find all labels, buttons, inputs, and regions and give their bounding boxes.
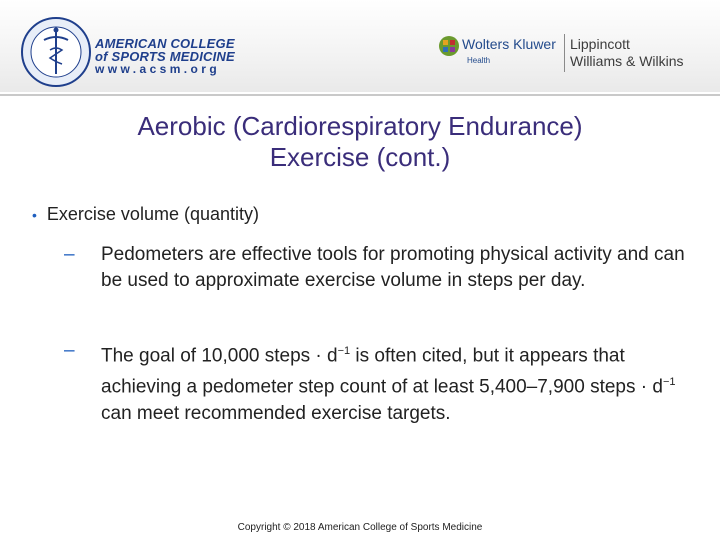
slide-title [40, 111, 680, 173]
acsm-seal-icon [20, 16, 92, 88]
acsm-line1: AMERICAN COLLEGE [95, 36, 235, 51]
bullet-text: Exercise volume (quantity) [46, 204, 259, 224]
sub-bullet-dash: – [64, 340, 75, 361]
sub-bullet-text [101, 338, 704, 427]
imprint-line1: Lippincott [570, 36, 630, 52]
sub-text-sup-a: −1 [337, 345, 351, 357]
acsm-line2: of SPORTS MEDICINE [95, 49, 235, 64]
sub-bullet-item [64, 242, 704, 294]
sub-bullet-item [64, 338, 704, 427]
imprint-line2: Williams & Wilkins [570, 53, 684, 69]
copyright-notice: Copyright © 2018 American College of Sports Medicine [237, 522, 483, 533]
sub-bullet-text: Pedometers are effective tools for promoting physical activity and can be used to approximate exercise volume in steps per day. [101, 244, 685, 291]
publisher-divider [564, 34, 565, 72]
sub-text-part-c: can meet recommended exercise targets. [101, 402, 451, 424]
acsm-url: www.acsm.org [95, 62, 221, 76]
sub-text-part-b: is often cited, but it appears that achieving a pedometer step count of at least 5,400–7,900 steps · d [101, 345, 663, 398]
bullet-dot-icon: • [32, 207, 37, 223]
header-divider [0, 94, 720, 96]
acsm-wordmark [95, 37, 235, 76]
bullet-item [32, 204, 259, 225]
sub-text-part-a: The goal of 10,000 steps · d [101, 345, 338, 367]
slide-header [0, 0, 720, 92]
imprint-name [570, 36, 684, 70]
publisher-name: Wolters Kluwer [462, 36, 556, 52]
wolters-kluwer-logo-icon [438, 35, 460, 57]
sub-text-sup-b: −1 [662, 376, 676, 389]
title-line1: Aerobic (Cardiorespiratory Endurance) [137, 111, 583, 141]
publisher-sub: Health [467, 56, 491, 65]
sub-bullet-dash: – [64, 244, 75, 265]
title-line2: Exercise (cont.) [269, 142, 451, 172]
